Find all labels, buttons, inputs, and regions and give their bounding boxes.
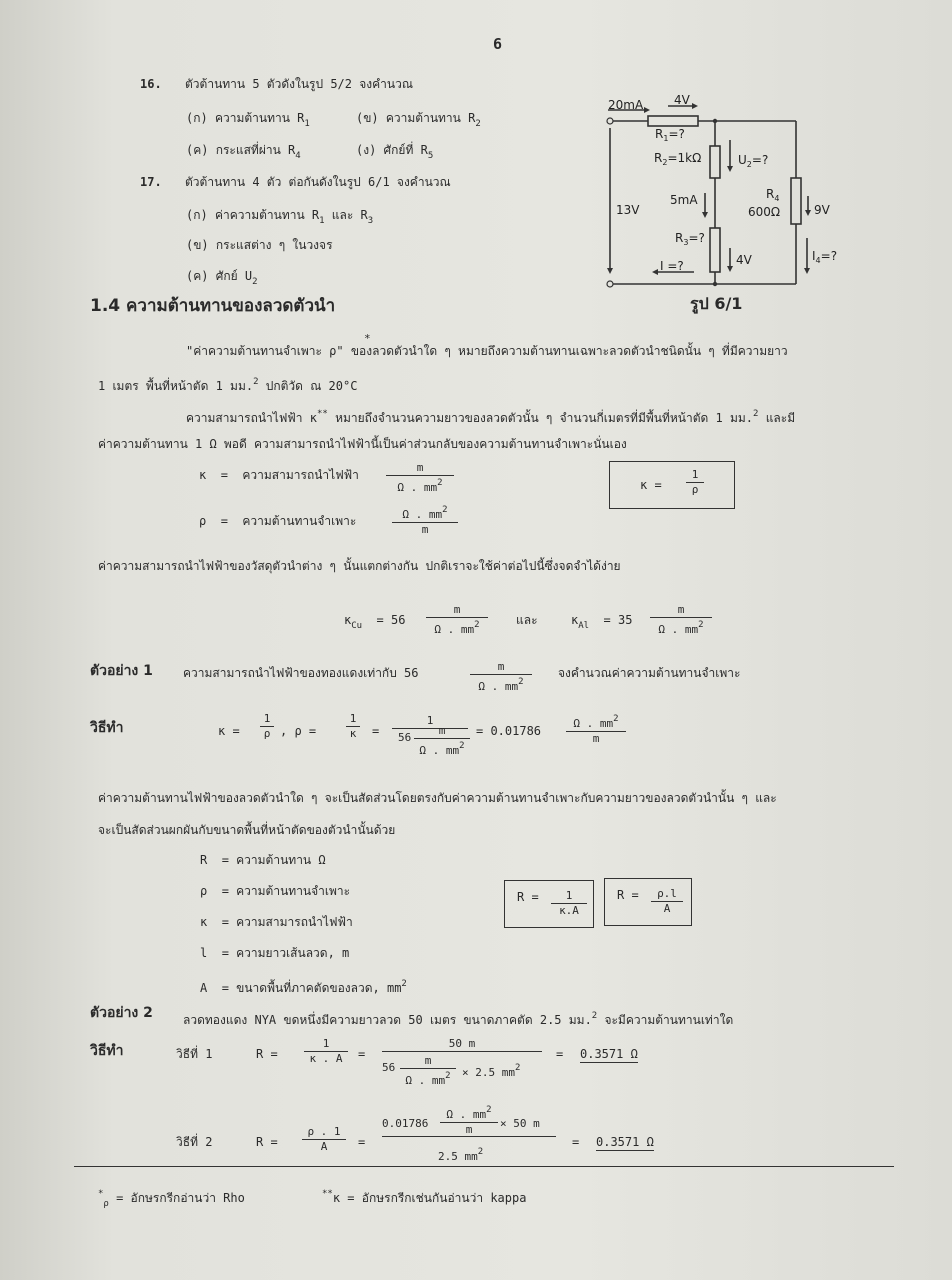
legend-item: R = ความต้านทาน Ω xyxy=(200,853,326,867)
method-2-denominator: 2.5 $mm^2$ xyxy=(438,1147,484,1163)
method-1-fraction: $\frac{1}{\kappa . A}$ xyxy=(304,1037,348,1066)
circuit-diagram xyxy=(600,88,860,288)
solution-1-numerator: 1 xyxy=(392,714,468,729)
page-number: 6 xyxy=(493,35,503,53)
equals-sign: = xyxy=(556,1047,564,1061)
legend-item: l = ความยาวเส้นลวด, m xyxy=(200,946,350,960)
unit-fraction-al: $\frac{m}{\Omega . mm^2}$ xyxy=(650,603,712,637)
solution-1-den-unit: $\frac{m}{\Omega . mm^2}$ xyxy=(414,724,470,758)
paragraph-resistance-line2: จะเป็นสัดส่วนผกผันกับขนาดพื้นที่หน้าตัดของตัวนำนั้นด้วย xyxy=(98,823,396,837)
paragraph-resistivity: "ค่าความต้านทานจำเพาะ ρ" ของลวดตัวนำใด ๆ หมายถึงความต้านทานเฉพาะลวดตัวนำชนิดนั้น ๆ ที่มีความยาว xyxy=(186,344,788,358)
circuit-label-u1: 4V xyxy=(674,93,690,107)
equals-sign: = xyxy=(572,1135,580,1149)
footnote-kappa: **κ = อักษรกรีกเช่นกันอ่านว่า kappa xyxy=(322,1189,527,1205)
unit-fraction-kappa: $\frac{m}{\Omega . mm^2}$ xyxy=(386,461,454,495)
footnote-ref-star: * xyxy=(364,332,371,345)
and-word: และ xyxy=(516,613,538,627)
method-1-den-area: × 2.5 $mm^2$ xyxy=(462,1063,521,1079)
exercise-item: (ค) ศักย์ $U_2$ xyxy=(186,269,258,287)
method-2-num-length: × 50 m xyxy=(500,1117,540,1130)
circuit-label-r1: $R_1=$? xyxy=(655,127,685,143)
exercise-number: 17. xyxy=(140,175,162,189)
kappa-copper: $\kappa_{Cu} = 56$ xyxy=(344,613,406,631)
example-1-text: ความสามารถนำไฟฟ้าของทองแดงเท่ากับ 56 xyxy=(183,666,419,680)
solution-1-rho: , ρ = xyxy=(280,724,317,738)
unit-fraction-cu: $\frac{m}{\Omega . mm^2}$ xyxy=(426,603,488,637)
example-1-question: จงคำนวณค่าความต้านทานจำเพาะ xyxy=(558,666,741,680)
exercise-item: (ข) ความต้านทาน $R_2$ xyxy=(356,111,481,129)
paragraph-resistivity-line2: 1 เมตร พื้นที่หน้าตัด 1 มม.$^2$ ปกติวัด ณ 20°C xyxy=(98,377,358,393)
circuit-label-u3: 4V xyxy=(736,253,752,267)
exercise-text: ตัวต้านทาน 4 ตัว ต่อกันดังในรูป 6/1 จงคำนวณ xyxy=(185,175,451,189)
formula-box-r-rho: R = $\frac{\rho.l}{A}$ xyxy=(604,878,692,926)
legend-item: A = ขนาดพื้นที่ภาคตัดของลวด, $mm^2$ xyxy=(200,979,407,995)
circuit-label-source: 13V xyxy=(616,203,640,217)
exercise-item: (ค) กระแสที่ผ่าน $R_4$ xyxy=(186,143,301,161)
example-2-label: ตัวอย่าง 2 xyxy=(90,1005,153,1021)
solution-1-result: = 0.01786 xyxy=(476,724,542,738)
circuit-label-r4: $R_4$ xyxy=(766,187,780,203)
circuit-label-r4-value: 600Ω xyxy=(748,205,781,219)
paragraph-conductivity-values: ค่าความสามารถนำไฟฟ้าของวัสดุตัวนำต่าง ๆ นั้นแตกต่างกัน ปกติเราจะใช้ค่าต่อไปนี้ซึ่งจดจำได้ง่าย xyxy=(98,559,621,573)
method-2-num-unit: $\frac{\Omega . mm^2}{m}$ xyxy=(440,1103,498,1137)
circuit-label-r3: $R_3=$? xyxy=(675,231,705,247)
exercise-item: (ง) ศักย์ที่ $R_5$ xyxy=(356,143,434,161)
solution-1-den-56: 56 xyxy=(398,731,412,744)
exercise-item: (ก) ค่าความต้านทาน $R_1$ และ $R_3$ xyxy=(186,208,374,226)
method-1-den-unit: $\frac{m}{\Omega . mm^2}$ xyxy=(400,1054,456,1088)
circuit-label-u4: 9V xyxy=(814,203,830,217)
method-2-fraction-bar xyxy=(382,1136,556,1137)
figure-caption: รูป 6/1 xyxy=(690,294,743,313)
fraction-one-over-rho: $\frac{1}{\rho}$ xyxy=(260,712,274,741)
circuit-label-i2: 5mA xyxy=(670,193,698,207)
paragraph-conductivity-line2: ค่าความต้านทาน 1 Ω พอดี ความสามารถนำไฟฟ้านี้เป็นค่าส่วนกลับของความต้านทานจำเพาะนั่นเอง xyxy=(98,437,627,451)
method-1-label: วิธีที่ 1 xyxy=(176,1047,213,1061)
exercise-item: (ข) กระแสต่าง ๆ ในวงจร xyxy=(186,238,333,252)
kappa-aluminium: $\kappa_{Al} = 35$ xyxy=(571,613,633,631)
circuit-label-current-in: 20mA xyxy=(608,98,644,112)
solution-1-unit: $\frac{\Omega . mm^2}{m}$ xyxy=(566,712,626,746)
circuit-label-u2: $U_2=$? xyxy=(738,153,769,169)
unit-fraction-rho: $\frac{\Omega . mm^2}{m}$ xyxy=(392,503,458,537)
method-2-result: 0.3571 Ω xyxy=(596,1135,654,1149)
method-1-r: R = xyxy=(256,1047,278,1061)
definition-rho: ρ = ความต้านทานจำเพาะ xyxy=(199,514,357,528)
method-1-den-56: 56 xyxy=(382,1061,396,1074)
exercise-number: 16. xyxy=(140,77,162,91)
method-1-numerator: 50 m xyxy=(382,1037,542,1052)
equals-sign: = xyxy=(358,1135,366,1149)
equals-sign: = xyxy=(372,724,380,738)
legend-item: κ = ความสามารถนำไฟฟ้า xyxy=(200,915,353,929)
method-2-r: R = xyxy=(256,1135,278,1149)
solution-1-kappa: κ = xyxy=(218,724,240,738)
method-2-fraction: $\frac{\rho . 1}{A}$ xyxy=(302,1125,346,1154)
formula-box-kappa: κ = $\frac{1}{\rho}$ xyxy=(609,461,735,509)
exercise-item: (ก) ความต้านทาน $R_1$ xyxy=(186,111,310,129)
example-1-label: ตัวอย่าง 1 xyxy=(90,663,153,679)
method-2-label: วิธีที่ 2 xyxy=(176,1135,213,1149)
formula-box-r-kappa: R = $\frac{1}{\kappa.A}$ xyxy=(504,880,594,928)
equals-sign: = xyxy=(358,1047,366,1061)
footnote-divider xyxy=(74,1166,894,1167)
method-2-num-value: 0.01786 xyxy=(382,1117,429,1130)
exercise-text: ตัวต้านทาน 5 ตัวดังในรูป 5/2 จงคำนวณ xyxy=(185,77,413,91)
method-1-result: 0.3571 Ω xyxy=(580,1047,638,1061)
definition-kappa: κ = ความสามารถนำไฟฟ้า xyxy=(199,468,359,482)
paragraph-conductivity: ความสามารถนำไฟฟ้า κ** หมายถึงจำนวนความยาวของลวดตัวนั้น ๆ จำนวนกี่เมตรที่มีพื้นที่หน้าตัด 1 มม.$^2$ และมี xyxy=(186,409,796,425)
footnote-rho: *$_\rho$ = อักษรกรีกอ่านว่า Rho xyxy=(98,1189,245,1209)
example-2-text: ลวดทองแดง NYA ขดหนึ่งมีความยาวลวด 50 เมตร ขนาดภาคตัด 2.5 มม.$^2$ จะมีความต้านทานเท่าใด xyxy=(183,1011,734,1027)
paragraph-resistance: ค่าความต้านทานไฟฟ้าของลวดตัวนำใด ๆ จะเป็นสัดส่วนโดยตรงกับค่าความต้านทานจำเพาะกับความยาวของลวดตัวนำนั้น ๆ และ xyxy=(98,791,777,805)
solution-1-label: วิธีทำ xyxy=(90,720,124,736)
unit-fraction-ex1: $\frac{m}{\Omega . mm^2}$ xyxy=(470,660,532,694)
section-title: 1.4 ความต้านทานของลวดตัวนำ xyxy=(90,296,336,316)
fraction-one-over-kappa: $\frac{1}{\kappa}$ xyxy=(346,712,360,741)
circuit-label-total-current: I =? xyxy=(660,259,684,273)
legend-item: ρ = ความต้านทานจำเพาะ xyxy=(200,884,351,898)
circuit-label-r2: $R_2=1k\Omega$ xyxy=(654,151,702,167)
solution-2-label: วิธีทำ xyxy=(90,1043,124,1059)
circuit-label-i4: $I_4=$? xyxy=(812,249,838,265)
